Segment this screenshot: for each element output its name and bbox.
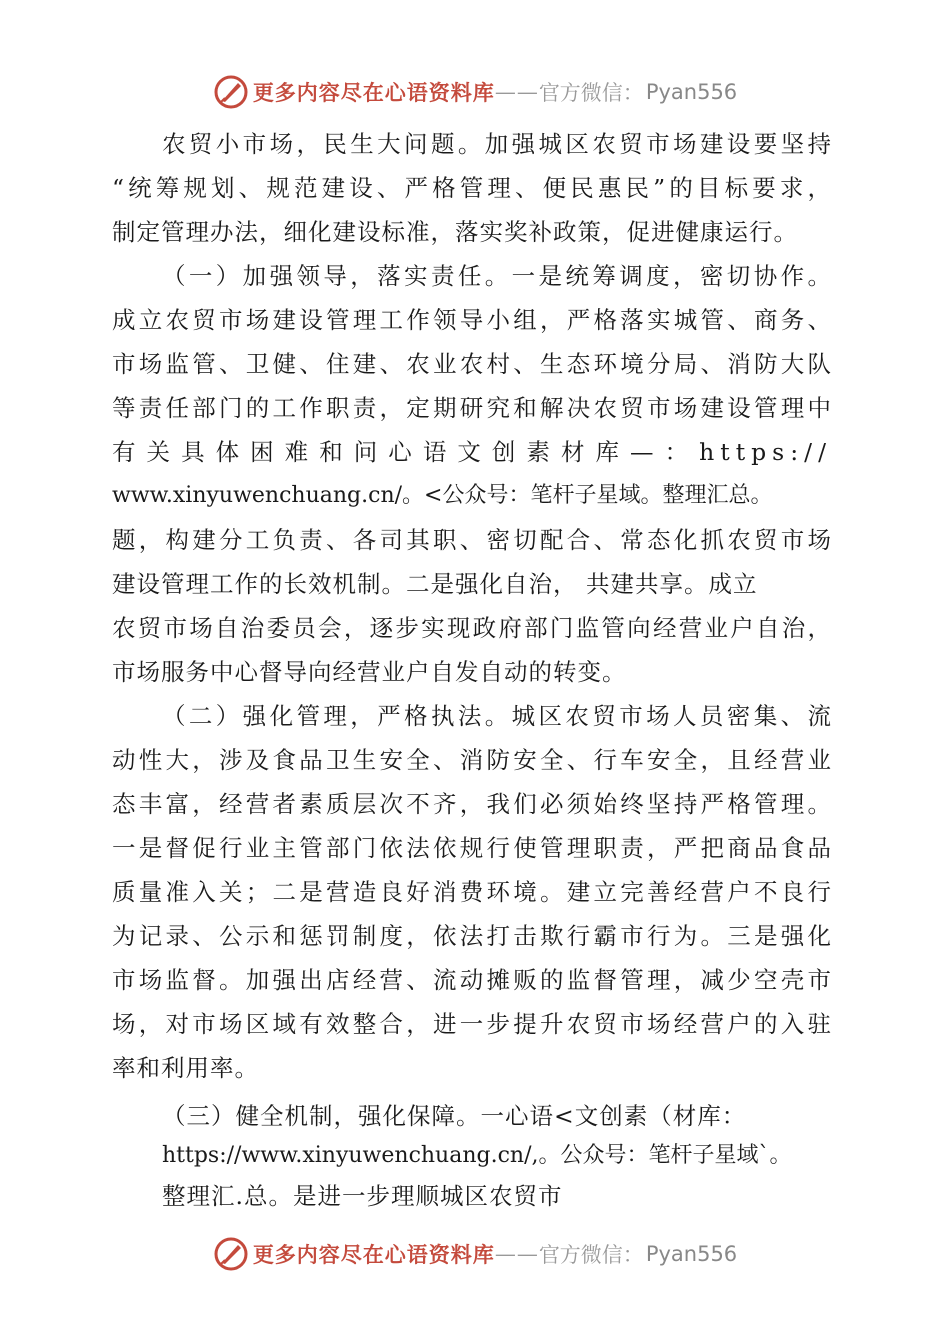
text-line: 有关具体困难和问心语文创素材库—：https:// <box>112 438 832 466</box>
banner-separator: —— <box>494 1242 539 1266</box>
banner-title: 更多内容尽在心语资料库 <box>252 1242 495 1267</box>
text-line: 市场监管、卫健、住建、农业农村、生态环境分局、消防大队 <box>112 350 832 378</box>
text-line: www.xinyuwenchuang.cn/。<公众号：笔杆子星域。整理汇总。 <box>112 483 773 508</box>
text-line: （三）健全机制，强化保障。一心语<文创素（材库： <box>162 1102 747 1130</box>
quill-logo-icon <box>213 1236 249 1272</box>
text-line: 制定管理办法，细化建设标准，落实奖补政策，促进健康运行。 <box>112 218 798 246</box>
banner-contact-label: 官方微信： <box>538 1243 644 1267</box>
text-line: 农贸小市场，民生大问题。加强城区农贸市场建设要坚持 <box>162 130 832 158</box>
header-banner <box>0 70 950 114</box>
banner-contact-label: 官方微信： <box>538 81 644 105</box>
text-line: 等责任部门的工作职责，定期研究和解决农贸市场建设管理中 <box>112 394 832 422</box>
text-line: 一是督促行业主管部门依法依规行使管理职责，严把商品食品 <box>112 834 832 862</box>
footer-banner <box>0 1232 950 1276</box>
text-line: 成立农贸市场建设管理工作领导小组，严格落实城管、商务、 <box>112 306 832 334</box>
banner-title: 更多内容尽在心语资料库 <box>252 80 495 105</box>
text-line: 建设管理工作的长效机制。二是强化自治， 共建共享。成立 <box>112 570 758 598</box>
banner-wechat-handle: Pyan556 <box>645 1242 738 1266</box>
text-line: 整理汇.总。是进一步理顺城区农贸市 <box>162 1182 563 1210</box>
section-three <box>162 1096 832 1216</box>
text-line: （二）强化管理，严格执法。城区农贸市场人员密集、流 <box>162 702 832 730</box>
text-line: 动性大，涉及食品卫生安全、消防安全、行车安全，且经营业 <box>112 746 832 774</box>
banner-wechat-handle: Pyan556 <box>645 80 738 104</box>
text-line: （一）加强领导，落实责任。一是统筹调度，密切协作。 <box>162 262 832 290</box>
text-line: https://www.xinyuwenchuang.cn/,。公众号：笔杆子星域`。 <box>162 1143 792 1168</box>
quill-logo-icon <box>213 74 249 110</box>
text-line: 率和利用率。 <box>112 1054 259 1082</box>
text-line: “统筹规划、规范建设、严格管理、便民惠民”的目标要求， <box>112 174 832 202</box>
text-line: 市场服务中心督导向经营业户自发自动的转变。 <box>112 658 627 686</box>
text-line: 为记录、公示和惩罚制度，依法打击欺行霸市行为。三是强化 <box>112 922 832 950</box>
text-line: 态丰富，经营者素质层次不齐，我们必须始终坚持严格管理。 <box>112 790 832 818</box>
text-line: 市场监督。加强出店经营、流动摊贩的监督管理，减少空壳市 <box>112 966 832 994</box>
text-line: 题，构建分工负责、各司其职、密切配合、常态化抓农贸市场 <box>112 526 832 554</box>
document-body <box>112 122 832 1216</box>
text-line: 场，对市场区域有效整合，进一步提升农贸市场经营户的入驻 <box>112 1010 832 1038</box>
text-line: 农贸市场自治委员会，逐步实现政府部门监管向经营业户自治， <box>112 614 832 642</box>
banner-separator: —— <box>494 80 539 104</box>
text-line: 质量准入关；二是营造良好消费环境。建立完善经营户不良行 <box>112 878 832 906</box>
